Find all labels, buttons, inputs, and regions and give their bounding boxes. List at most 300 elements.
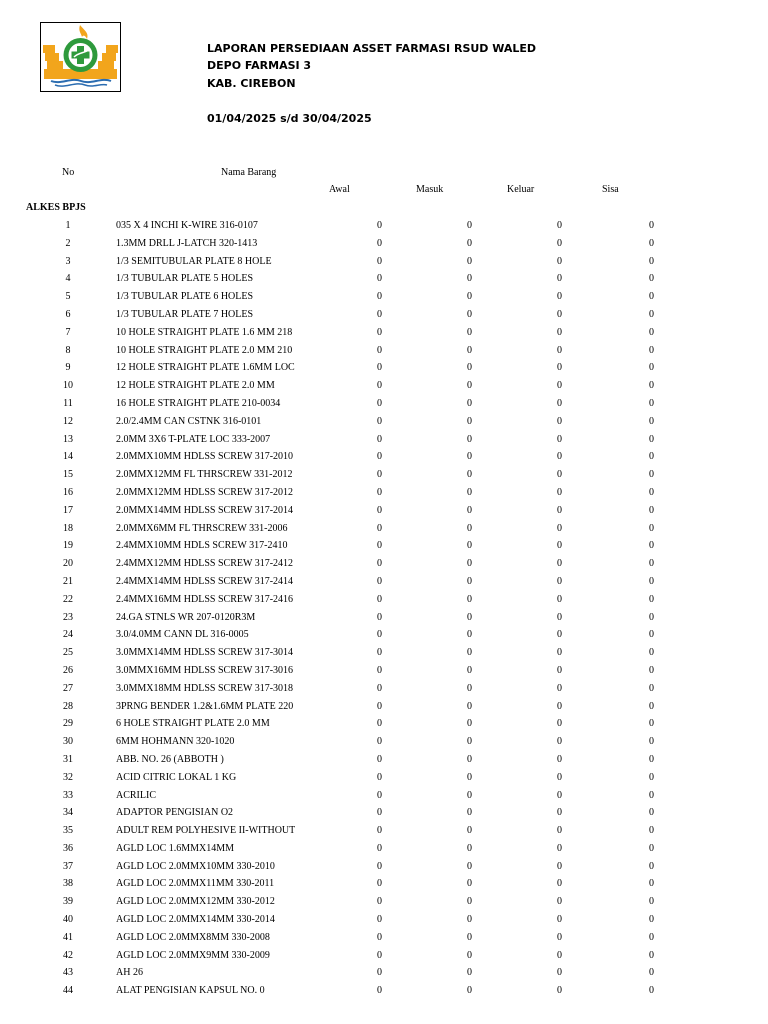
table-row [0,520,768,538]
cell-name: AH 26 [116,967,143,979]
cell-name: 3.0MMX18MM HDLSS SCREW 317-3018 [116,682,294,694]
cell-sisa: 0 [649,540,654,552]
cell-sisa: 0 [649,237,654,249]
column-header-awal: Awal [329,184,350,195]
cell-awal: 0 [377,753,382,765]
cell-keluar: 0 [557,575,562,587]
cell-name: ACID CITRIC LOKAL 1 KG [116,771,237,783]
cell-awal: 0 [377,522,382,534]
cell-sisa: 0 [649,433,654,445]
cell-no: 24 [63,629,73,641]
hospital-logo [40,22,121,92]
cell-keluar: 0 [557,825,562,837]
cell-keluar: 0 [557,344,562,356]
cell-awal: 0 [377,985,382,997]
cell-no: 19 [63,540,73,552]
cell-keluar: 0 [557,807,562,819]
cell-name: 2.4MMX16MM HDLSS SCREW 317-2416 [116,593,294,605]
cell-name: ADULT REM POLYHESIVE II-WITHOUT [116,825,295,837]
cell-keluar: 0 [557,593,562,605]
cell-name: AGLD LOC 2.0MMX9MM 330-2009 [116,949,270,961]
table-row [0,217,768,235]
cell-keluar: 0 [557,397,562,409]
cell-keluar: 0 [557,433,562,445]
cell-keluar: 0 [557,611,562,623]
cell-masuk: 0 [467,896,472,908]
cell-masuk: 0 [467,771,472,783]
cell-name: 3.0MMX16MM HDLSS SCREW 317-3016 [116,664,294,676]
cell-awal: 0 [377,771,382,783]
table-row [0,715,768,733]
cell-name: 2.0MMX12MM HDLSS SCREW 317-2012 [116,486,294,498]
cell-name: AGLD LOC 2.0MMX14MM 330-2014 [116,914,275,926]
cell-name: 24.GA STNLS WR 207-0120R3M [116,611,256,623]
cell-keluar: 0 [557,308,562,320]
cell-name: AGLD LOC 2.0MMX11MM 330-2011 [116,878,275,890]
report-period: 01/04/2025 s/d 30/04/2025 [207,112,372,125]
cell-sisa: 0 [649,558,654,570]
cell-masuk: 0 [467,967,472,979]
cell-awal: 0 [377,220,382,231]
cell-keluar: 0 [557,949,562,961]
cell-keluar: 0 [557,736,562,748]
cell-masuk: 0 [467,593,472,605]
cell-name: 3.0MMX14MM HDLSS SCREW 317-3014 [116,647,294,659]
table-row [0,377,768,395]
table-row [0,733,768,751]
cell-no: 18 [63,522,73,534]
cell-keluar: 0 [557,664,562,676]
cell-no: 8 [65,344,71,356]
cell-sisa: 0 [649,985,654,997]
cell-keluar: 0 [557,682,562,694]
cell-awal: 0 [377,291,382,303]
cell-name: 1/3 TUBULAR PLATE 7 HOLES [116,308,254,320]
cell-no: 35 [63,825,73,837]
cell-sisa: 0 [649,326,654,338]
cell-awal: 0 [377,682,382,694]
table-row [0,466,768,484]
cell-keluar: 0 [557,469,562,481]
cell-sisa: 0 [649,575,654,587]
cell-no: 14 [63,451,73,463]
cell-keluar: 0 [557,504,562,516]
cell-name: 16 HOLE STRAIGHT PLATE 210-0034 [116,397,281,409]
cell-masuk: 0 [467,611,472,623]
cell-sisa: 0 [649,718,654,730]
cell-awal: 0 [377,273,382,285]
cell-awal: 0 [377,896,382,908]
cell-sisa: 0 [649,771,654,783]
cell-awal: 0 [377,326,382,338]
cell-name: 3.0/4.0MM CANN DL 316-0005 [116,629,249,641]
cell-no: 38 [63,878,73,890]
table-row [0,235,768,253]
table-row [0,858,768,876]
table-row [0,680,768,698]
report-region: KAB. CIREBON [207,77,296,90]
cell-awal: 0 [377,575,382,587]
cell-sisa: 0 [649,949,654,961]
cell-no: 28 [63,700,73,712]
cell-sisa: 0 [649,451,654,463]
cell-awal: 0 [377,647,382,659]
cell-awal: 0 [377,362,382,374]
cell-masuk: 0 [467,433,472,445]
cell-no: 31 [63,753,73,765]
cell-name: ABB. NO. 26 (ABBOTH ) [116,753,224,765]
table-row [0,964,768,982]
report-title: LAPORAN PERSEDIAAN ASSET FARMASI RSUD WALED [207,42,537,55]
cell-masuk: 0 [467,647,472,659]
cell-awal: 0 [377,931,382,943]
cell-awal: 0 [377,397,382,409]
cell-sisa: 0 [649,967,654,979]
table-row [0,306,768,324]
cell-masuk: 0 [467,807,472,819]
cell-masuk: 0 [467,575,472,587]
cell-sisa: 0 [649,522,654,534]
table-row [0,573,768,591]
cell-name: 6 HOLE STRAIGHT PLATE 2.0 MM [116,718,270,730]
cell-sisa: 0 [649,362,654,374]
cell-name: ACRILIC [116,789,156,801]
table-row [0,662,768,680]
cell-sisa: 0 [649,611,654,623]
inventory-table [0,217,768,1000]
cell-sisa: 0 [649,878,654,890]
cell-awal: 0 [377,718,382,730]
cell-name: 2.4MMX12MM HDLSS SCREW 317-2412 [116,558,294,570]
cell-sisa: 0 [649,291,654,303]
cell-name: 2.0MMX14MM HDLSS SCREW 317-2014 [116,504,294,516]
cell-name: ALAT PENGISIAN KAPSUL NO. 0 [116,985,265,997]
cell-masuk: 0 [467,326,472,338]
table-row [0,555,768,573]
cell-masuk: 0 [467,736,472,748]
cell-keluar: 0 [557,291,562,303]
cell-no: 36 [63,842,73,854]
cell-no: 29 [63,718,73,730]
cell-masuk: 0 [467,664,472,676]
table-row [0,644,768,662]
cell-masuk: 0 [467,486,472,498]
cell-sisa: 0 [649,860,654,872]
table-row [0,591,768,609]
cell-sisa: 0 [649,273,654,285]
cell-no: 20 [63,558,73,570]
cell-no: 39 [63,896,73,908]
cell-name: 10 HOLE STRAIGHT PLATE 1.6 MM 218 [116,326,293,338]
cell-sisa: 0 [649,504,654,516]
table-row [0,769,768,787]
table-row [0,875,768,893]
cell-name: 12 HOLE STRAIGHT PLATE 1.6MM LOC [116,362,295,374]
cell-keluar: 0 [557,522,562,534]
cell-name: 12 HOLE STRAIGHT PLATE 2.0 MM [116,380,275,392]
cell-keluar: 0 [557,931,562,943]
cell-no: 12 [63,415,73,427]
cell-keluar: 0 [557,789,562,801]
cell-no: 41 [63,931,73,943]
cell-awal: 0 [377,504,382,516]
table-row [0,537,768,555]
table-row [0,253,768,271]
column-header-sisa: Sisa [602,184,619,195]
cell-sisa: 0 [649,753,654,765]
table-row [0,947,768,965]
column-header-name: Nama Barang [221,167,277,178]
cell-awal: 0 [377,486,382,498]
cell-no: 5 [65,291,71,303]
cell-sisa: 0 [649,380,654,392]
table-row [0,484,768,502]
cell-no: 30 [63,736,73,748]
report-depot: DEPO FARMASI 3 [207,59,312,72]
cell-no: 17 [63,504,73,516]
cell-awal: 0 [377,344,382,356]
cell-masuk: 0 [467,380,472,392]
table-row [0,751,768,769]
cell-name: AGLD LOC 1.6MMX14MM [116,842,235,854]
table-row [0,413,768,431]
cell-keluar: 0 [557,700,562,712]
cell-no: 16 [63,486,73,498]
cell-no: 9 [65,362,71,374]
cell-awal: 0 [377,700,382,712]
cell-no: 32 [63,771,73,783]
cell-keluar: 0 [557,753,562,765]
cell-sisa: 0 [649,397,654,409]
cell-keluar: 0 [557,237,562,249]
cell-name: 2.0MM 3X6 T-PLATE LOC 333-2007 [116,433,271,445]
cell-keluar: 0 [557,380,562,392]
cell-keluar: 0 [557,967,562,979]
cell-masuk: 0 [467,985,472,997]
cell-masuk: 0 [467,718,472,730]
cell-masuk: 0 [467,255,472,267]
cell-sisa: 0 [649,308,654,320]
table-row [0,342,768,360]
cell-sisa: 0 [649,807,654,819]
cell-masuk: 0 [467,362,472,374]
cell-sisa: 0 [649,629,654,641]
cell-name: 1/3 SEMITUBULAR PLATE 8 HOLE [116,255,272,267]
table-row [0,929,768,947]
cell-sisa: 0 [649,789,654,801]
cell-name: 2.4MMX10MM HDLS SCREW 317-2410 [116,540,288,552]
cell-masuk: 0 [467,753,472,765]
table-row [0,324,768,342]
cell-awal: 0 [377,949,382,961]
cell-no: 34 [63,807,73,819]
section-title: ALKES BPJS [26,202,86,213]
cell-keluar: 0 [557,326,562,338]
table-row [0,787,768,805]
cell-keluar: 0 [557,771,562,783]
cell-keluar: 0 [557,273,562,285]
cell-keluar: 0 [557,878,562,890]
cell-name: 6MM HOHMANN 320-1020 [116,736,235,748]
cell-keluar: 0 [557,896,562,908]
cell-masuk: 0 [467,700,472,712]
cell-awal: 0 [377,967,382,979]
cell-masuk: 0 [467,308,472,320]
cell-sisa: 0 [649,914,654,926]
table-row [0,502,768,520]
cell-masuk: 0 [467,522,472,534]
cell-awal: 0 [377,664,382,676]
cell-name: 3PRNG BENDER 1.2&1.6MM PLATE 220 [116,700,294,712]
cell-keluar: 0 [557,540,562,552]
cell-no: 22 [63,593,73,605]
cell-no: 11 [63,397,73,409]
table-row [0,395,768,413]
cell-keluar: 0 [557,647,562,659]
cell-masuk: 0 [467,504,472,516]
cell-sisa: 0 [649,647,654,659]
cell-awal: 0 [377,433,382,445]
cell-awal: 0 [377,593,382,605]
cell-sisa: 0 [649,593,654,605]
cell-keluar: 0 [557,629,562,641]
column-header-no: No [62,167,75,178]
cell-awal: 0 [377,789,382,801]
cell-name: AGLD LOC 2.0MMX8MM 330-2008 [116,931,270,943]
cell-masuk: 0 [467,469,472,481]
table-row [0,840,768,858]
cell-awal: 0 [377,469,382,481]
cell-awal: 0 [377,629,382,641]
cell-name: 2.0MMX6MM FL THRSCREW 331-2006 [116,522,288,534]
cell-masuk: 0 [467,629,472,641]
table-row [0,698,768,716]
table-row [0,288,768,306]
cell-awal: 0 [377,825,382,837]
table-row [0,609,768,627]
cell-name: 2.0MMX10MM HDLSS SCREW 317-2010 [116,451,294,463]
cell-keluar: 0 [557,718,562,730]
table-row [0,911,768,929]
cell-awal: 0 [377,611,382,623]
cell-masuk: 0 [467,558,472,570]
column-header-keluar: Keluar [507,184,535,195]
cell-masuk: 0 [467,451,472,463]
cell-no: 23 [63,611,73,623]
cell-masuk: 0 [467,842,472,854]
cell-awal: 0 [377,736,382,748]
cell-masuk: 0 [467,949,472,961]
table-row [0,359,768,377]
cell-no: 6 [65,308,71,320]
cell-no: 13 [63,433,73,445]
cell-awal: 0 [377,842,382,854]
cell-awal: 0 [377,380,382,392]
table-row [0,982,768,1000]
cell-no: 21 [63,575,73,587]
cell-name: ADAPTOR PENGISIAN O2 [116,807,234,819]
cell-name: 2.0MMX12MM FL THRSCREW 331-2012 [116,469,293,481]
cell-keluar: 0 [557,486,562,498]
cell-awal: 0 [377,451,382,463]
cell-keluar: 0 [557,914,562,926]
cell-no: 37 [63,860,73,872]
cell-sisa: 0 [649,825,654,837]
cell-masuk: 0 [467,860,472,872]
cell-keluar: 0 [557,451,562,463]
cell-keluar: 0 [557,362,562,374]
cell-awal: 0 [377,308,382,320]
cell-keluar: 0 [557,860,562,872]
cell-awal: 0 [377,860,382,872]
cell-keluar: 0 [557,415,562,427]
cell-sisa: 0 [649,220,654,231]
cell-no: 42 [63,949,73,961]
cell-sisa: 0 [649,736,654,748]
cell-sisa: 0 [649,896,654,908]
cell-name: 10 HOLE STRAIGHT PLATE 2.0 MM 210 [116,344,293,356]
cell-awal: 0 [377,237,382,249]
table-row [0,448,768,466]
column-header-masuk: Masuk [416,184,444,195]
cell-no: 1 [65,220,71,231]
cell-masuk: 0 [467,914,472,926]
cell-masuk: 0 [467,273,472,285]
cell-awal: 0 [377,807,382,819]
cell-name: AGLD LOC 2.0MMX12MM 330-2012 [116,896,275,908]
cell-no: 2 [65,237,71,249]
cell-keluar: 0 [557,985,562,997]
cell-sisa: 0 [649,842,654,854]
cell-masuk: 0 [467,931,472,943]
cell-no: 25 [63,647,73,659]
cell-keluar: 0 [557,558,562,570]
hospital-emblem-icon [41,23,120,91]
cell-keluar: 0 [557,220,562,231]
cell-no: 33 [63,789,73,801]
cell-masuk: 0 [467,825,472,837]
cell-awal: 0 [377,558,382,570]
cell-no: 15 [63,469,73,481]
cell-no: 43 [63,967,73,979]
cell-no: 40 [63,914,73,926]
cell-name: 1/3 TUBULAR PLATE 6 HOLES [116,291,254,303]
table-row [0,804,768,822]
cell-sisa: 0 [649,700,654,712]
cell-name: 2.0/2.4MM CAN CSTNK 316-0101 [116,415,262,427]
cell-no: 4 [65,273,71,285]
cell-keluar: 0 [557,842,562,854]
cell-masuk: 0 [467,220,472,231]
cell-awal: 0 [377,878,382,890]
cell-sisa: 0 [649,415,654,427]
cell-name: 1/3 TUBULAR PLATE 5 HOLES [116,273,254,285]
cell-masuk: 0 [467,415,472,427]
cell-masuk: 0 [467,344,472,356]
cell-sisa: 0 [649,469,654,481]
cell-sisa: 0 [649,255,654,267]
cell-sisa: 0 [649,664,654,676]
table-row [0,431,768,449]
cell-name: 035 X 4 INCHI K-WIRE 316-0107 [116,220,258,231]
table-row [0,822,768,840]
cell-sisa: 0 [649,486,654,498]
cell-no: 7 [65,326,71,338]
cell-no: 10 [63,380,73,392]
cell-no: 3 [65,255,71,267]
cell-no: 26 [63,664,73,676]
cell-awal: 0 [377,914,382,926]
